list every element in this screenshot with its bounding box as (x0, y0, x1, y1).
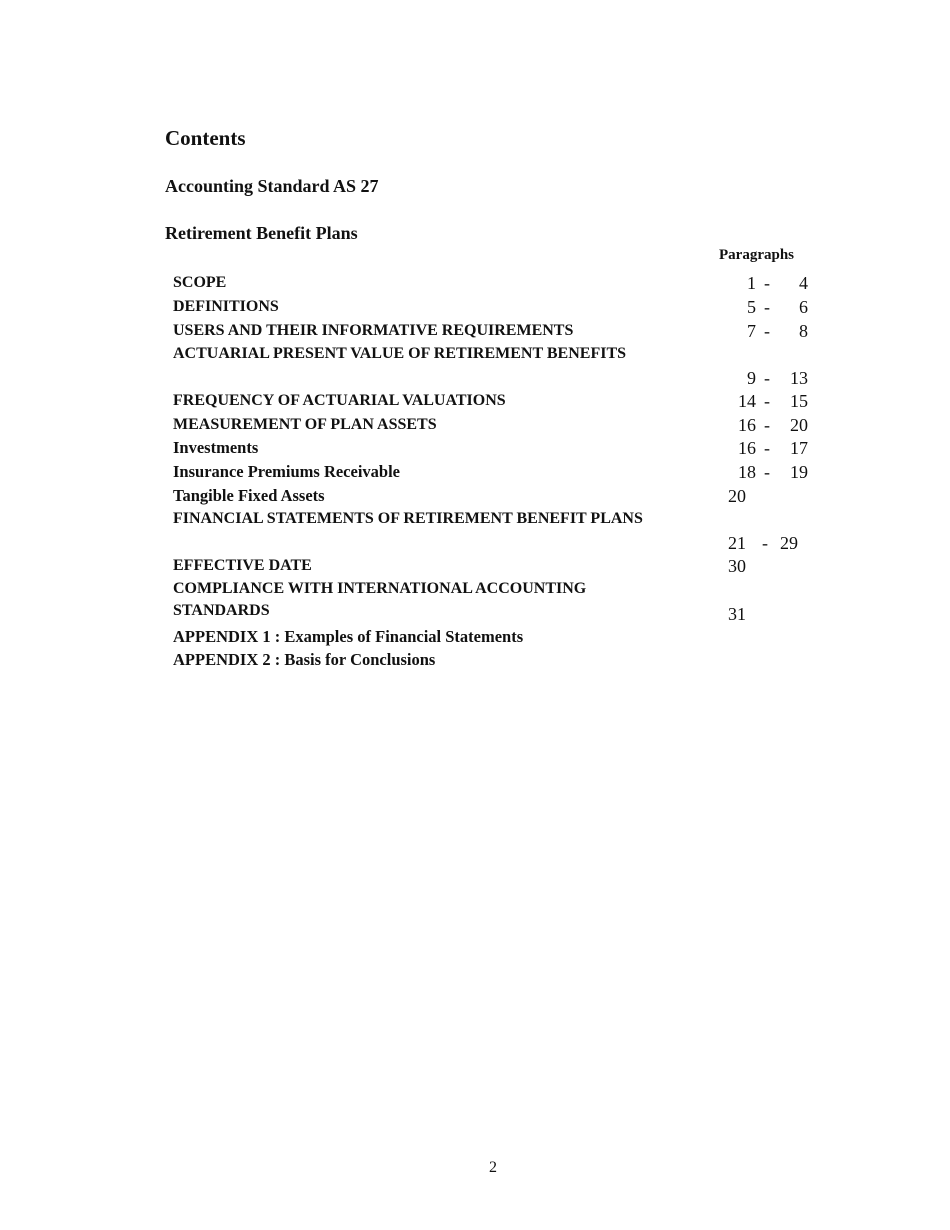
toc-label: DEFINITIONS (173, 298, 279, 315)
toc-range-start: 1 (747, 273, 756, 293)
toc-paragraph-range (728, 390, 813, 412)
toc-range-dash: - (764, 273, 770, 293)
toc-range-end: 6 (799, 297, 808, 317)
toc-range-end: 20 (790, 415, 808, 435)
toc-label: APPENDIX 2 : Basis for Conclusions (173, 650, 436, 669)
toc-range-end: 17 (790, 438, 808, 458)
toc-range-single: 30 (728, 556, 746, 576)
toc-range-start: 7 (747, 321, 756, 341)
toc-label: ACTUARIAL PRESENT VALUE OF RETIREMENT BENEFITS (173, 345, 627, 362)
toc-range-start: 16 (738, 415, 756, 435)
toc-range-dash: - (764, 391, 770, 411)
plan-title: Retirement Benefit Plans (165, 223, 358, 243)
toc-range-start: 16 (738, 438, 756, 458)
toc-range-start: 9 (747, 368, 756, 388)
toc-label: Insurance Premiums Receivable (173, 462, 400, 481)
toc-paragraph-range (728, 485, 813, 507)
toc-paragraph-range (728, 367, 813, 389)
toc-range-single: 31 (728, 604, 746, 624)
toc-paragraph-range (728, 437, 813, 459)
toc-paragraph-range (728, 272, 813, 294)
toc-range-dash: - (764, 297, 770, 317)
toc-paragraph-range (728, 532, 813, 554)
toc-range-dash: - (764, 321, 770, 341)
toc-label: Tangible Fixed Assets (173, 486, 325, 505)
toc-range-single: 20 (728, 486, 746, 506)
toc-label: APPENDIX 1 : Examples of Financial Statements (173, 627, 524, 646)
toc-range-end: 19 (790, 462, 808, 482)
toc-label: Investments (173, 438, 259, 457)
toc-range-start: 5 (747, 297, 756, 317)
toc-label: SCOPE (173, 274, 227, 291)
toc-range-end: 15 (790, 391, 808, 411)
paragraphs-column-header: Paragraphs (719, 247, 794, 263)
toc-label: FINANCIAL STATEMENTS OF RETIREMENT BENEFIT PLANS (173, 510, 643, 527)
toc-label: FREQUENCY OF ACTUARIAL VALUATIONS (173, 392, 506, 409)
toc-range-end: 13 (790, 368, 808, 388)
toc-paragraph-range (728, 414, 813, 436)
toc-paragraph-range (728, 296, 813, 318)
toc-range-end: 29 (780, 533, 798, 553)
toc-paragraph-range (728, 603, 813, 625)
toc-paragraph-range (728, 461, 813, 483)
toc-range-dash: - (762, 533, 768, 553)
page-number: 2 (489, 1159, 497, 1176)
toc-range-end: 4 (799, 273, 808, 293)
toc-range-dash: - (764, 368, 770, 388)
toc-label: EFFECTIVE DATE (173, 557, 312, 574)
contents-heading: Contents (165, 126, 246, 150)
toc-label: MEASUREMENT OF PLAN ASSETS (173, 416, 437, 433)
toc-range-dash: - (764, 438, 770, 458)
toc-paragraph-range (728, 555, 813, 577)
toc-paragraph-range (728, 320, 813, 342)
toc-range-dash: - (764, 462, 770, 482)
toc-range-start: 18 (738, 462, 756, 482)
toc-label: COMPLIANCE WITH INTERNATIONAL ACCOUNTING STANDARDS (173, 580, 587, 619)
toc-range-start: 14 (738, 391, 756, 411)
standard-title: Accounting Standard AS 27 (165, 176, 379, 196)
toc-range-start: 21 (728, 533, 746, 553)
toc-range-dash: - (764, 415, 770, 435)
toc-range-end: 8 (799, 321, 808, 341)
toc-label: USERS AND THEIR INFORMATIVE REQUIREMENTS (173, 322, 574, 339)
